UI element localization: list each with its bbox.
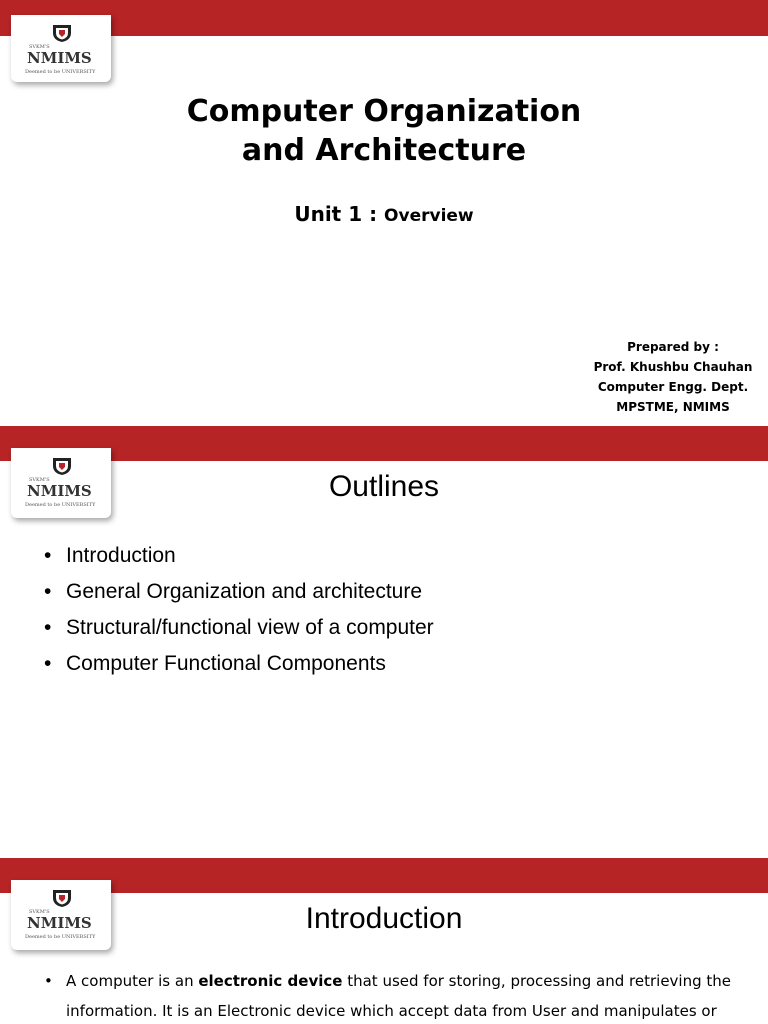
nmims-logo <box>11 15 111 82</box>
nmims-emblem-icon <box>51 23 73 43</box>
logo-tiny-text: SVKM'S <box>29 477 50 483</box>
introduction-heading: Introduction <box>305 902 463 935</box>
introduction-paragraph <box>66 966 746 1024</box>
outline-item: • Computer Functional Components <box>44 646 434 682</box>
bullet-marker: • <box>44 972 53 990</box>
author-department: Computer Engg. Dept. <box>597 380 749 394</box>
slide-title-heading <box>0 92 768 170</box>
prepared-by-label: Prepared by : <box>627 340 719 354</box>
outline-item: • Structural/functional view of a computer <box>44 610 434 646</box>
outline-item: • Introduction <box>44 538 434 574</box>
logo-tagline: Deemed to be UNIVERSITY <box>25 69 96 75</box>
logo-name: NMIMS <box>27 914 92 932</box>
logo-name: NMIMS <box>27 49 92 67</box>
logo-tiny-text: SVKM'S <box>29 909 50 915</box>
logo-tiny-text: SVKM'S <box>29 44 50 50</box>
unit-heading <box>0 202 768 226</box>
header-bar <box>0 426 768 461</box>
para-start: A computer is an <box>66 972 199 990</box>
unit-subtitle: Overview <box>384 206 474 226</box>
logo-tagline: Deemed to be UNIVERSITY <box>25 934 96 940</box>
logo-tagline: Deemed to be UNIVERSITY <box>25 502 96 508</box>
author-institute: MPSTME, NMIMS <box>616 400 730 414</box>
unit-label: Unit 1 : <box>294 202 378 226</box>
author-name: Prof. Khushbu Chauhan <box>593 360 753 374</box>
title-line-1: Computer Organization <box>186 94 582 129</box>
author-block <box>588 337 758 417</box>
para-rest: that used for storing, processing and retrieving the information. It is an Electronic device which accept data from User and manipulates or <box>66 972 732 1020</box>
outline-item: • General Organization and architecture <box>44 574 434 610</box>
slide-introduction <box>0 858 768 1024</box>
logo-name: NMIMS <box>27 482 92 500</box>
outline-list <box>44 538 434 682</box>
title-line-2: and Architecture <box>241 133 527 168</box>
outlines-heading: Outlines <box>328 470 440 503</box>
header-bar <box>0 0 768 36</box>
para-bold: electronic device <box>198 972 343 990</box>
slide-title <box>0 0 768 426</box>
slide-outlines <box>0 426 768 858</box>
header-bar <box>0 858 768 893</box>
